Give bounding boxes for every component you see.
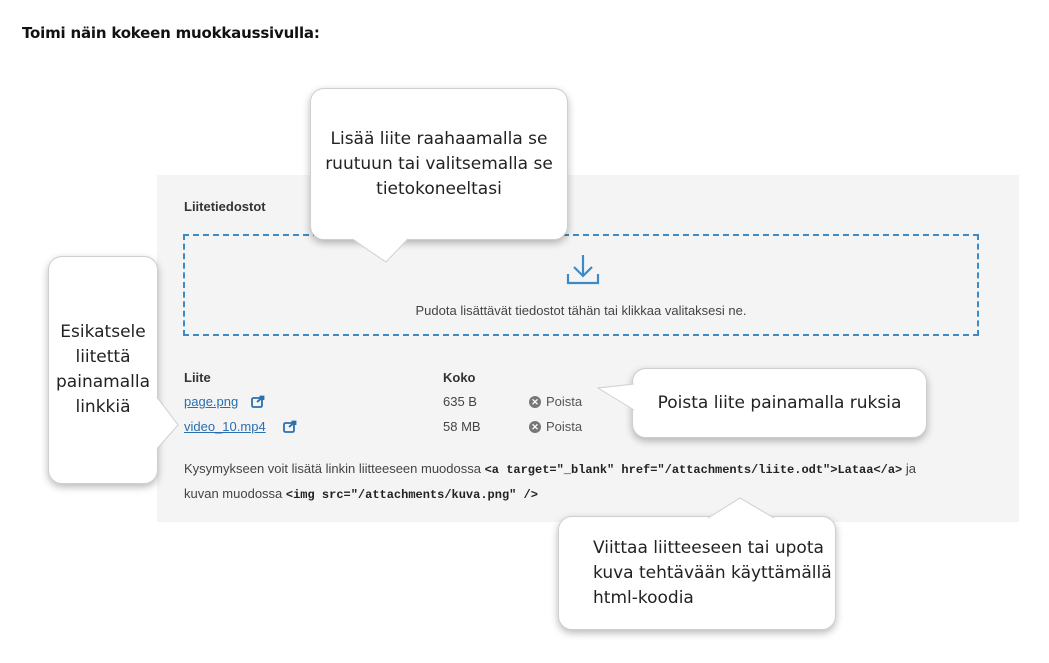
callout-add-text: Lisää liite raahaamalla se ruutuun tai valitsemalla se tietokoneeltasi — [325, 128, 553, 199]
open-external-icon[interactable] — [283, 420, 297, 433]
callout-reference-text: Viittaa liitteeseen tai upota kuva tehtävään käyttämällä html-koodia — [593, 537, 832, 608]
callout-delete — [632, 368, 927, 438]
attachment-link-page[interactable]: page.png — [184, 394, 239, 409]
delete-label: Poista — [546, 394, 583, 409]
info-text: ja — [905, 461, 917, 476]
open-external-icon[interactable] — [251, 395, 265, 408]
callout-add-attachment — [310, 88, 568, 240]
column-header-file: Liite — [184, 370, 211, 385]
embed-instructions — [184, 457, 994, 507]
download-icon — [566, 252, 600, 288]
attachments-panel — [157, 175, 1019, 522]
close-circle-icon: ✕ — [529, 421, 541, 433]
callout-tail — [154, 395, 180, 451]
callout-tail — [706, 496, 776, 520]
callout-preview — [48, 256, 158, 484]
delete-attachment-button[interactable] — [529, 419, 582, 434]
dropzone-text: Pudota lisättävät tiedostot tähän tai klikkaa valitaksesi ne. — [415, 303, 747, 318]
link-code-snippet: <a target="_blank" href="/attachments/liite.odt">Lataa</a> — [484, 463, 903, 477]
delete-label: Poista — [546, 419, 583, 434]
callout-tail — [350, 236, 410, 264]
attachment-link-video[interactable]: video_10.mp4 — [184, 419, 266, 434]
attachment-size: 58 MB — [443, 419, 481, 434]
callout-preview-text: Esikatsele liitettä painamalla linkkiä — [56, 322, 150, 417]
info-text: Kysymykseen voit lisätä linkin liitteeseen muodossa — [184, 461, 481, 476]
column-header-size: Koko — [443, 370, 476, 385]
info-text: kuvan muodossa — [184, 486, 283, 501]
delete-attachment-button[interactable] — [529, 394, 582, 409]
panel-title: Liitetiedostot — [184, 199, 266, 214]
callout-reference — [558, 516, 836, 630]
image-code-snippet: <img src="/attachments/kuva.png" /> — [285, 488, 538, 502]
callout-delete-text: Poista liite painamalla ruksia — [657, 393, 902, 413]
file-dropzone[interactable] — [183, 234, 979, 336]
attachment-size: 635 B — [443, 394, 477, 409]
page-heading: Toimi näin kokeen muokkaussivulla: — [22, 24, 320, 42]
callout-tail — [596, 380, 636, 414]
close-circle-icon: ✕ — [529, 396, 541, 408]
